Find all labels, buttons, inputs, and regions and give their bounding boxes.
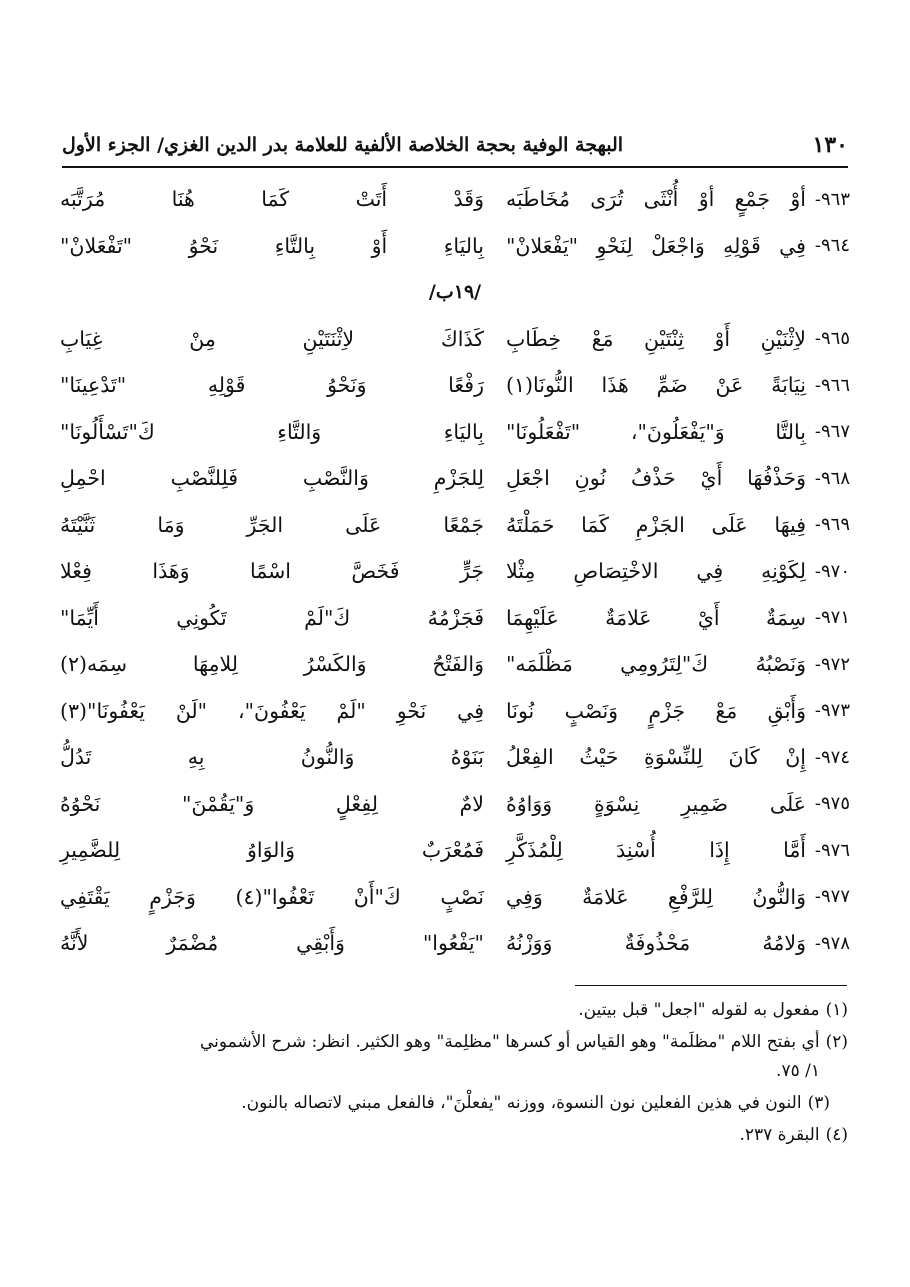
verse-number: ٩٧٦- bbox=[814, 839, 850, 861]
second-hemistich: وَالفَتْحُ وَالكَسْرُ لِلامِهَا سِمَه(٢) bbox=[60, 652, 484, 677]
verse-number: ٩٧٧- bbox=[814, 886, 850, 908]
footnote bbox=[62, 996, 848, 1025]
footnote bbox=[62, 1028, 848, 1086]
second-hemistich: "يَفْعُوا" وَأَبْقِي مُضْمَرٌ لأَنَّهُ bbox=[60, 931, 484, 956]
footnote bbox=[62, 1089, 848, 1118]
second-hemistich: بِاليَاءِ أَوْ بِالتَّاءِ نَحْوُ "تَفْعَلانْ" bbox=[60, 233, 484, 258]
first-hemistich: بِالتَّا وَ"يَفْعَلُونَ"، "تَفْعَلُونَا" bbox=[506, 419, 806, 444]
first-hemistich: وَلامُهُ مَحْذُوفَةٌ وَوَزْنُهُ bbox=[506, 931, 806, 956]
verse-line bbox=[60, 688, 850, 735]
first-hemistich: إِنْ كَانَ لِلنِّسْوَةِ حَيْثُ الفِعْلُ bbox=[506, 745, 806, 770]
first-hemistich: عَلَى ضَمِيرِ نِسْوَةٍ وَوَاوُهُ bbox=[506, 791, 806, 816]
verse-line bbox=[60, 641, 850, 688]
verse-line bbox=[60, 874, 850, 921]
footnote-number: (٢) bbox=[825, 1032, 848, 1052]
verse-number: ٩٦٣- bbox=[814, 188, 850, 210]
verse-number: ٩٦٧- bbox=[814, 421, 850, 443]
footnote-number: (١) bbox=[825, 1000, 848, 1020]
page-header bbox=[62, 128, 848, 162]
verse-number: ٩٧٣- bbox=[814, 700, 850, 722]
folio-marker: /١٩ب/ bbox=[428, 281, 482, 304]
first-hemistich: وَنَصْبُهُ كَ"لِتَرُومِي مَظْلَمَه" bbox=[506, 652, 806, 677]
verse-number: ٩٧٥- bbox=[814, 793, 850, 815]
verse-line bbox=[60, 502, 850, 549]
verse-line bbox=[60, 781, 850, 828]
footnote-number: (٣) bbox=[807, 1093, 830, 1113]
second-hemistich: جَرٍّ فَخَصَّ اسْمًا وَهَذَا فِعْلا bbox=[60, 559, 484, 584]
first-hemistich: أوْ جَمْعٍ أوْ أُنْثَى تُرَى مُخَاطَبَه bbox=[506, 187, 806, 212]
footnotes bbox=[62, 996, 848, 1153]
header-rule bbox=[62, 166, 848, 168]
running-title: البهجة الوفية بحجة الخلاصة الألفية للعلامة بدر الدين الغزي/ الجزء الأول bbox=[62, 134, 624, 156]
footnote-text: مفعول به لقوله "اجعل" قبل بيتين. bbox=[578, 1000, 820, 1020]
verse-number: ٩٦٤- bbox=[814, 235, 850, 257]
verse-line bbox=[60, 316, 850, 363]
verse-line bbox=[60, 827, 850, 874]
second-hemistich: بِاليَاءِ وَالتَّاءِ كَ"تَسْأَلُونَا" bbox=[60, 419, 484, 444]
second-hemistich: فَجَزْمُهُ كَ"لَمْ تَكُونِي أَيِّمَا" bbox=[60, 605, 484, 630]
verse-line bbox=[60, 734, 850, 781]
footnote-text: أي بفتح اللام "مظلَمة" وهو القياس أو كسرها "مظلِمة" وهو الكثير. انظر: شرح الأشموني bbox=[199, 1032, 820, 1052]
first-hemistich: وَحَذْفُهَا أَيْ حَذْفُ نُونِ اجْعَلِ bbox=[506, 466, 806, 491]
footnote bbox=[62, 1121, 848, 1150]
footnote-rule bbox=[575, 985, 847, 986]
second-hemistich: وَقَدْ أَتَتْ كَمَا هُنَا مُرَتَّبَه bbox=[60, 187, 484, 212]
footnote-continuation: ١/ ٧٥. bbox=[776, 1061, 820, 1081]
first-hemistich: لِكَوْنِهِ فِي الاخْتِصَاصِ مِثْلا bbox=[506, 559, 806, 584]
second-hemistich: جَمْعًا عَلَى الجَرِّ وَمَا ثَنَّيْتَهُ bbox=[60, 512, 484, 537]
verse-line bbox=[60, 176, 850, 223]
verse-line bbox=[60, 362, 850, 409]
verse-line bbox=[60, 455, 850, 502]
first-hemistich: نِيَابَةً عَنْ ضَمِّ هَذَا النُّونَا(١) bbox=[506, 373, 806, 398]
first-hemistich: وَأَبْقِ مَعْ جَزْمٍ وَنَصْبٍ نُونَا bbox=[506, 698, 806, 723]
first-hemistich: سِمَةٌ أَيْ عَلامَةٌ عَلَيْهِمَا bbox=[506, 605, 806, 630]
first-hemistich: لاِثْنَيْنِ أَوْ ثِنْتَيْنِ مَعْ خِطَابِ bbox=[506, 326, 806, 351]
second-hemistich: لامٌ لِفِعْلٍ وَ"يَقُمْنَ" نَحْوُهُ bbox=[60, 791, 484, 816]
verse-list bbox=[60, 176, 850, 967]
verse-line bbox=[60, 223, 850, 270]
verse-number: ٩٧١- bbox=[814, 607, 850, 629]
verse-line bbox=[60, 548, 850, 595]
second-hemistich: رَفْعًا وَنَحْوُ قَوْلِهِ "تَدْعِينَا" bbox=[60, 373, 484, 398]
verse-number: ٩٧٤- bbox=[814, 746, 850, 768]
verse-line bbox=[60, 409, 850, 456]
verse-number: ٩٦٩- bbox=[814, 514, 850, 536]
verse-number: ٩٧٠- bbox=[814, 560, 850, 582]
verse-number: ٩٦٥- bbox=[814, 328, 850, 350]
verse-number: ٩٧٨- bbox=[814, 932, 850, 954]
footnote-text: البقرة ٢٣٧. bbox=[739, 1125, 820, 1145]
first-hemistich: وَالنُّونُ لِلرَّفْعِ عَلامَةٌ وَفِي bbox=[506, 884, 806, 909]
verse-line bbox=[60, 920, 850, 967]
footnote-number: (٤) bbox=[825, 1125, 848, 1145]
verse-line bbox=[60, 595, 850, 642]
second-hemistich: بَنَوْهُ وَالنُّونُ بِهِ تَدُلُّ bbox=[60, 745, 484, 770]
second-hemistich: فَمُعْرَبٌ وَالوَاوُ لِلضَّمِيرِ bbox=[60, 838, 484, 863]
verse-number: ٩٧٢- bbox=[814, 653, 850, 675]
first-hemistich: فِي قَوْلِهِ وَاجْعَلْ لِنَحْوِ "يَفْعَلانْ" bbox=[506, 233, 806, 258]
second-hemistich: لِلجَزْمِ وَالنَّصْبِ فَلِلنَّصْبِ احْمِلِ bbox=[60, 466, 484, 491]
verse-number: ٩٦٦- bbox=[814, 374, 850, 396]
second-hemistich: نَصْبٍ كَ"أَنْ تَعْفُوا"(٤) وَجَزْمٍ يَقْتَفِي bbox=[60, 884, 484, 909]
second-hemistich: كَذَاكَ لاِثْنَتَيْنِ مِنْ غِيَابِ bbox=[60, 326, 484, 351]
verse-number: ٩٦٨- bbox=[814, 467, 850, 489]
first-hemistich: أَمَّا إِذَا أُسْنِدَ لِلْمُذَكَّرِ bbox=[506, 838, 806, 863]
second-hemistich: فِي نَحْوِ "لَمْ يَعْفُونَ"، "لَنْ يَعْفُونَا"(٣) bbox=[60, 698, 484, 723]
first-hemistich: فِيهَا عَلَى الجَزْمِ كَمَا حَمَلْتَهُ bbox=[506, 512, 806, 537]
footnote-text: النون في هذين الفعلين نون النسوة، ووزنه "يفعلْنَ"، فالفعل مبني لاتصاله بالنون. bbox=[241, 1093, 802, 1113]
page-number: ١٣٠ bbox=[812, 132, 848, 158]
